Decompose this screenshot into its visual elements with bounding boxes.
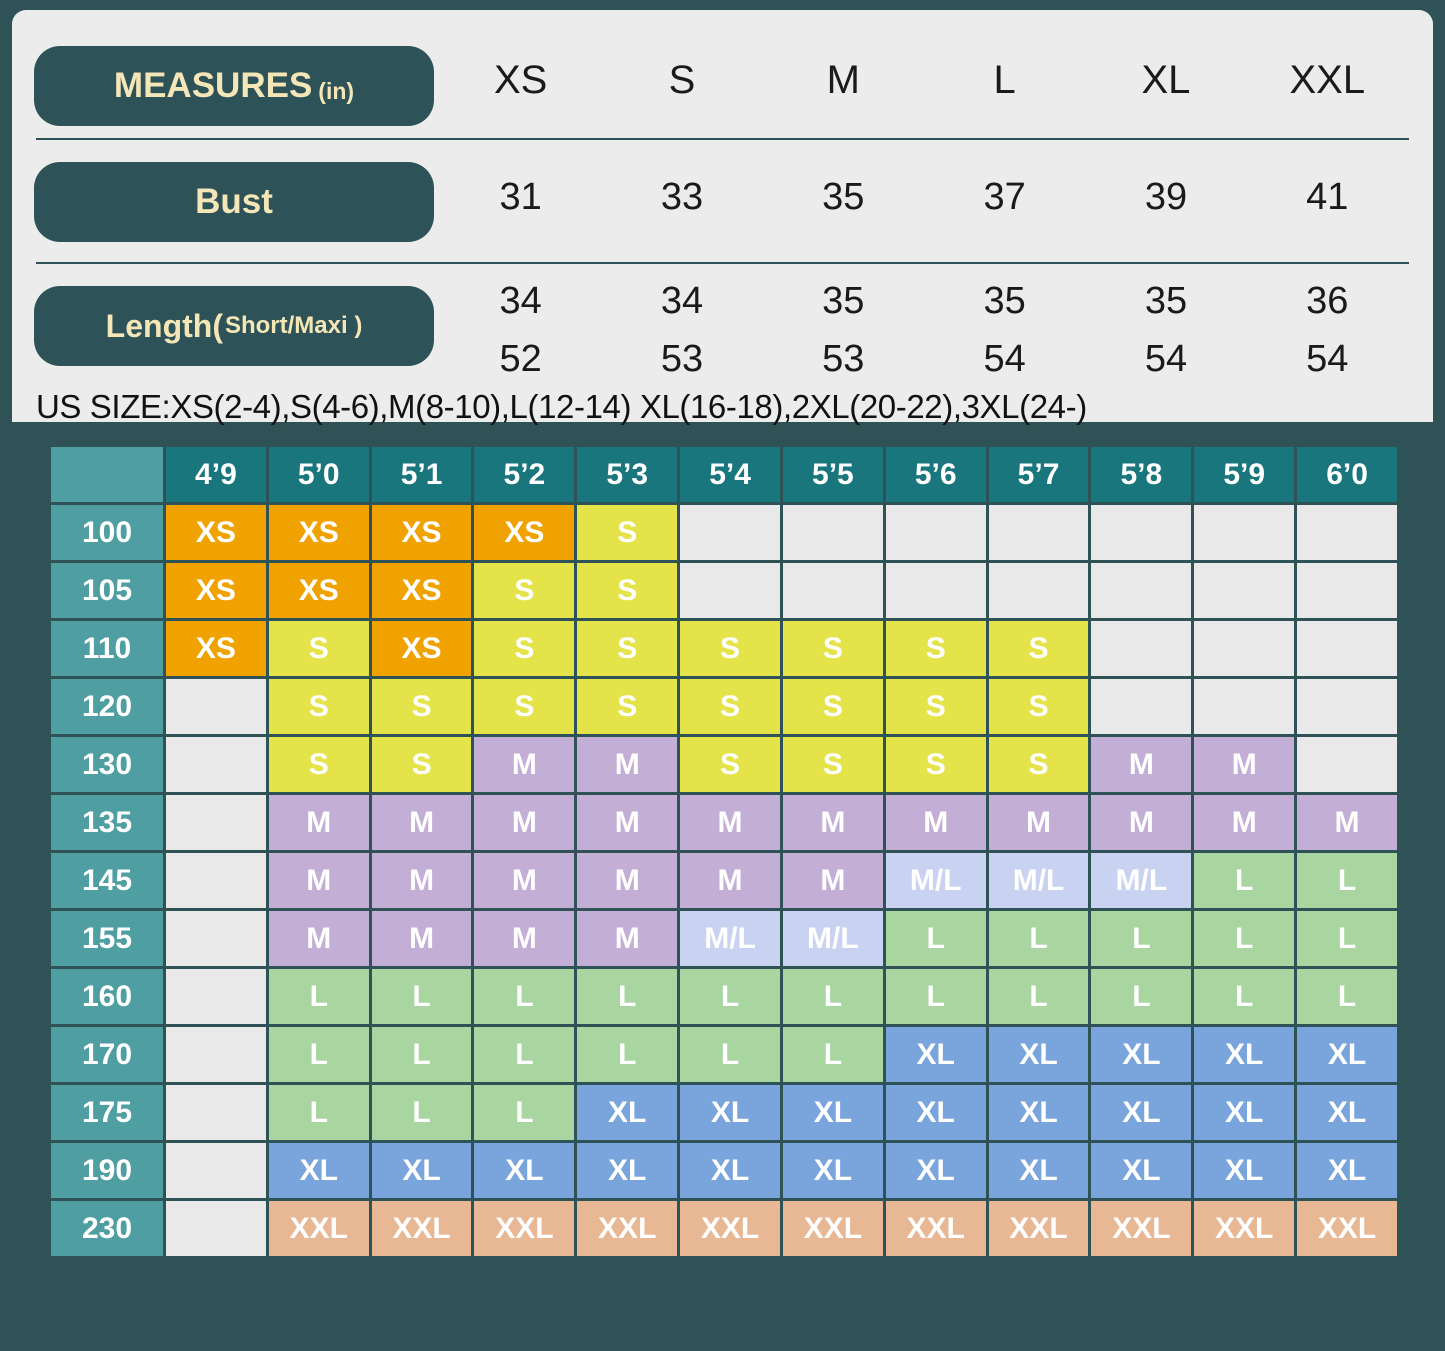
bust-value-xs: 31 — [499, 176, 542, 218]
grid-cell-130-6’0 — [1297, 737, 1397, 792]
length-maxi-xxl: 54 — [1306, 338, 1349, 380]
grid-cell-230-5’8: XXL — [1091, 1201, 1191, 1256]
grid-cell-175-5’3: XL — [577, 1085, 677, 1140]
grid-cell-105-5’9 — [1194, 563, 1294, 618]
length-maxi-xl: 54 — [1144, 338, 1188, 380]
length-values-s — [601, 272, 762, 388]
grid-cell-175-5’1: L — [372, 1085, 472, 1140]
grid-row — [51, 1027, 1397, 1082]
grid-col-header-3: 5’2 — [474, 447, 574, 502]
grid-cell-100-5’6 — [886, 505, 986, 560]
length-short-xxl: 36 — [1306, 280, 1349, 322]
grid-cell-135-5’7: M — [989, 795, 1089, 850]
grid-cell-170-5’4: L — [680, 1027, 780, 1082]
grid-row-header-135: 135 — [51, 795, 163, 850]
size-col-m: M — [826, 58, 860, 102]
grid-cell-145-5’0: M — [269, 853, 369, 908]
grid-cell-120-5’3: S — [577, 679, 677, 734]
grid-cell-155-5’0: M — [269, 911, 369, 966]
grid-cell-100-5’7 — [989, 505, 1089, 560]
grid-cell-105-5’7 — [989, 563, 1089, 618]
grid-cell-160-5’1: L — [372, 969, 472, 1024]
grid-cell-100-5’1: XS — [372, 505, 472, 560]
grid-cell-230-5’6: XXL — [886, 1201, 986, 1256]
grid-cell-190-5’3: XL — [577, 1143, 677, 1198]
size-recommendation-grid — [48, 444, 1400, 1324]
length-values-row — [440, 272, 1408, 388]
grid-cell-155-5’4: M/L — [680, 911, 780, 966]
grid-cell-105-5’5 — [783, 563, 883, 618]
grid-cell-230-5’0: XXL — [269, 1201, 369, 1256]
grid-row-header-105: 105 — [51, 563, 163, 618]
grid-cell-190-5’0: XL — [269, 1143, 369, 1198]
grid-cell-130-5’7: S — [989, 737, 1089, 792]
grid-cell-145-5’4: M — [680, 853, 780, 908]
grid-cell-130-5’3: M — [577, 737, 677, 792]
grid-cell-145-5’2: M — [474, 853, 574, 908]
grid-cell-100-6’0 — [1297, 505, 1397, 560]
grid-cell-110-5’1: XS — [372, 621, 472, 676]
length-label: Length( — [105, 307, 223, 344]
grid-cell-160-5’2: L — [474, 969, 574, 1024]
grid-cell-230-5’7: XXL — [989, 1201, 1089, 1256]
grid-row — [51, 679, 1397, 734]
grid-cell-110-5’3: S — [577, 621, 677, 676]
size-grid-table — [48, 444, 1400, 1259]
grid-row — [51, 563, 1397, 618]
grid-row — [51, 1085, 1397, 1140]
grid-cell-155-5’8: L — [1091, 911, 1191, 966]
bust-value-m: 35 — [822, 176, 865, 218]
grid-cell-170-4’9 — [166, 1027, 266, 1082]
grid-cell-145-5’3: M — [577, 853, 677, 908]
grid-cell-175-5’0: L — [269, 1085, 369, 1140]
grid-cell-120-5’6: S — [886, 679, 986, 734]
grid-cell-175-6’0: XL — [1297, 1085, 1397, 1140]
grid-cell-120-5’8 — [1091, 679, 1191, 734]
grid-cell-170-6’0: XL — [1297, 1027, 1397, 1082]
length-maxi-l: 54 — [983, 338, 1026, 380]
grid-cell-145-5’9: L — [1194, 853, 1294, 908]
grid-cell-160-5’6: L — [886, 969, 986, 1024]
grid-cell-100-4’9: XS — [166, 505, 266, 560]
length-maxi-xs: 52 — [499, 338, 542, 380]
grid-cell-160-4’9 — [166, 969, 266, 1024]
grid-cell-155-5’6: L — [886, 911, 986, 966]
size-col-xxl: XXL — [1289, 58, 1366, 102]
grid-cell-160-5’5: L — [783, 969, 883, 1024]
grid-cell-175-4’9 — [166, 1085, 266, 1140]
grid-row-header-100: 100 — [51, 505, 163, 560]
grid-cell-130-5’4: S — [680, 737, 780, 792]
bust-value-l: 37 — [983, 176, 1026, 218]
grid-cell-190-4’9 — [166, 1143, 266, 1198]
grid-cell-105-5’1: XS — [372, 563, 472, 618]
grid-cell-110-5’6: S — [886, 621, 986, 676]
grid-col-header-6: 5’5 — [783, 447, 883, 502]
grid-row — [51, 969, 1397, 1024]
grid-cell-190-5’6: XL — [886, 1143, 986, 1198]
grid-header-row — [51, 447, 1397, 502]
grid-cell-175-5’4: XL — [680, 1085, 780, 1140]
grid-cell-130-5’6: S — [886, 737, 986, 792]
grid-cell-130-5’1: S — [372, 737, 472, 792]
grid-cell-110-5’5: S — [783, 621, 883, 676]
grid-cell-100-5’2: XS — [474, 505, 574, 560]
bust-values-row — [440, 176, 1408, 219]
grid-cell-105-4’9: XS — [166, 563, 266, 618]
grid-cell-145-5’6: M/L — [886, 853, 986, 908]
grid-col-header-9: 5’8 — [1091, 447, 1191, 502]
grid-cell-230-5’4: XXL — [680, 1201, 780, 1256]
grid-col-header-5: 5’4 — [680, 447, 780, 502]
grid-cell-170-5’7: XL — [989, 1027, 1089, 1082]
grid-cell-120-5’0: S — [269, 679, 369, 734]
grid-cell-105-6’0 — [1297, 563, 1397, 618]
divider-2 — [36, 262, 1409, 264]
length-short-xl: 35 — [1144, 280, 1188, 322]
grid-cell-175-5’8: XL — [1091, 1085, 1191, 1140]
grid-cell-130-5’9: M — [1194, 737, 1294, 792]
grid-cell-120-5’7: S — [989, 679, 1089, 734]
grid-cell-190-5’9: XL — [1194, 1143, 1294, 1198]
grid-cell-135-6’0: M — [1297, 795, 1397, 850]
measures-panel — [12, 10, 1433, 425]
grid-cell-175-5’6: XL — [886, 1085, 986, 1140]
grid-row — [51, 795, 1397, 850]
grid-cell-105-5’3: S — [577, 563, 677, 618]
grid-col-header-7: 5’6 — [886, 447, 986, 502]
grid-cell-145-5’1: M — [372, 853, 472, 908]
grid-cell-105-5’4 — [680, 563, 780, 618]
size-col-xl: XL — [1141, 58, 1191, 102]
grid-cell-120-5’5: S — [783, 679, 883, 734]
grid-row — [51, 621, 1397, 676]
grid-cell-170-5’2: L — [474, 1027, 574, 1082]
grid-cell-105-5’6 — [886, 563, 986, 618]
grid-cell-160-6’0: L — [1297, 969, 1397, 1024]
length-short-s: 34 — [660, 280, 704, 322]
grid-cell-105-5’2: S — [474, 563, 574, 618]
grid-cell-110-5’9 — [1194, 621, 1294, 676]
grid-cell-130-5’0: S — [269, 737, 369, 792]
grid-cell-145-5’7: M/L — [989, 853, 1089, 908]
bust-value-xl: 39 — [1144, 176, 1188, 218]
grid-cell-130-4’9 — [166, 737, 266, 792]
grid-cell-230-4’9 — [166, 1201, 266, 1256]
grid-cell-155-5’3: M — [577, 911, 677, 966]
grid-cell-190-5’1: XL — [372, 1143, 472, 1198]
grid-row-header-145: 145 — [51, 853, 163, 908]
length-maxi-s: 53 — [660, 338, 704, 380]
grid-cell-135-5’0: M — [269, 795, 369, 850]
grid-cell-105-5’8 — [1091, 563, 1191, 618]
length-maxi-m: 53 — [822, 338, 865, 380]
grid-row-header-110: 110 — [51, 621, 163, 676]
grid-cell-145-5’5: M — [783, 853, 883, 908]
grid-cell-120-5’2: S — [474, 679, 574, 734]
length-short-l: 35 — [983, 280, 1026, 322]
size-col-l: L — [993, 58, 1016, 102]
grid-cell-190-5’7: XL — [989, 1143, 1089, 1198]
grid-cell-230-5’9: XXL — [1194, 1201, 1294, 1256]
grid-cell-170-5’6: XL — [886, 1027, 986, 1082]
grid-cell-190-6’0: XL — [1297, 1143, 1397, 1198]
grid-cell-175-5’7: XL — [989, 1085, 1089, 1140]
grid-cell-170-5’0: L — [269, 1027, 369, 1082]
grid-cell-110-4’9: XS — [166, 621, 266, 676]
grid-row-header-175: 175 — [51, 1085, 163, 1140]
grid-corner-cell — [51, 447, 163, 502]
grid-row — [51, 737, 1397, 792]
grid-cell-155-5’9: L — [1194, 911, 1294, 966]
grid-row — [51, 1201, 1397, 1256]
grid-cell-135-5’4: M — [680, 795, 780, 850]
grid-cell-135-5’3: M — [577, 795, 677, 850]
grid-row-header-120: 120 — [51, 679, 163, 734]
grid-cell-160-5’0: L — [269, 969, 369, 1024]
length-values-m — [763, 272, 924, 388]
length-sub-label: Short/Maxi ) — [224, 312, 363, 339]
bust-row-pill — [34, 162, 434, 242]
grid-col-header-0: 4’9 — [166, 447, 266, 502]
length-values-xs — [440, 272, 601, 388]
grid-cell-190-5’8: XL — [1091, 1143, 1191, 1198]
grid-row-header-170: 170 — [51, 1027, 163, 1082]
grid-cell-110-6’0 — [1297, 621, 1397, 676]
grid-cell-230-5’1: XXL — [372, 1201, 472, 1256]
grid-cell-170-5’5: L — [783, 1027, 883, 1082]
grid-cell-100-5’0: XS — [269, 505, 369, 560]
grid-cell-135-5’8: M — [1091, 795, 1191, 850]
bust-label: Bust — [195, 182, 273, 221]
measures-header-unit: (in) — [318, 77, 355, 104]
grid-cell-155-4’9 — [166, 911, 266, 966]
grid-cell-100-5’4 — [680, 505, 780, 560]
grid-cell-170-5’9: XL — [1194, 1027, 1294, 1082]
grid-cell-130-5’5: S — [783, 737, 883, 792]
grid-cell-155-5’7: L — [989, 911, 1089, 966]
grid-row — [51, 1143, 1397, 1198]
grid-col-header-8: 5’7 — [989, 447, 1089, 502]
grid-row-header-230: 230 — [51, 1201, 163, 1256]
grid-cell-120-4’9 — [166, 679, 266, 734]
grid-cell-135-5’6: M — [886, 795, 986, 850]
grid-row-header-155: 155 — [51, 911, 163, 966]
length-short-m: 35 — [822, 280, 865, 322]
grid-cell-155-5’5: M/L — [783, 911, 883, 966]
grid-cell-110-5’8 — [1091, 621, 1191, 676]
grid-cell-160-5’3: L — [577, 969, 677, 1024]
grid-cell-155-5’2: M — [474, 911, 574, 966]
grid-cell-135-4’9 — [166, 795, 266, 850]
us-size-note: US SIZE:XS(2-4),S(4-6),M(8-10),L(12-14) XL(16-18),2XL(20-22),3XL(24-) — [36, 388, 1087, 425]
grid-col-header-10: 5’9 — [1194, 447, 1294, 502]
grid-cell-120-6’0 — [1297, 679, 1397, 734]
grid-cell-135-5’2: M — [474, 795, 574, 850]
grid-cell-190-5’4: XL — [680, 1143, 780, 1198]
grid-col-header-2: 5’1 — [372, 447, 472, 502]
measures-header-pill — [34, 46, 434, 126]
grid-cell-100-5’9 — [1194, 505, 1294, 560]
grid-cell-160-5’7: L — [989, 969, 1089, 1024]
grid-row-header-160: 160 — [51, 969, 163, 1024]
grid-cell-190-5’5: XL — [783, 1143, 883, 1198]
grid-cell-145-5’8: M/L — [1091, 853, 1191, 908]
grid-cell-160-5’9: L — [1194, 969, 1294, 1024]
length-values-xl — [1085, 272, 1246, 388]
size-columns-header — [440, 58, 1408, 103]
grid-cell-135-5’5: M — [783, 795, 883, 850]
grid-cell-160-5’8: L — [1091, 969, 1191, 1024]
divider-1 — [36, 138, 1409, 140]
grid-cell-100-5’8 — [1091, 505, 1191, 560]
grid-cell-135-5’9: M — [1194, 795, 1294, 850]
size-col-xs: XS — [493, 58, 548, 102]
grid-cell-230-6’0: XXL — [1297, 1201, 1397, 1256]
length-row-pill — [34, 286, 434, 366]
grid-cell-105-5’0: XS — [269, 563, 369, 618]
grid-col-header-11: 6’0 — [1297, 447, 1397, 502]
measures-header-label: MEASURES — [113, 66, 313, 105]
grid-cell-130-5’2: M — [474, 737, 574, 792]
grid-cell-110-5’2: S — [474, 621, 574, 676]
grid-col-header-4: 5’3 — [577, 447, 677, 502]
grid-cell-190-5’2: XL — [474, 1143, 574, 1198]
grid-cell-160-5’4: L — [680, 969, 780, 1024]
grid-cell-230-5’2: XXL — [474, 1201, 574, 1256]
grid-cell-170-5’3: L — [577, 1027, 677, 1082]
grid-cell-175-5’5: XL — [783, 1085, 883, 1140]
length-values-xxl — [1247, 272, 1408, 388]
grid-cell-145-4’9 — [166, 853, 266, 908]
grid-cell-135-5’1: M — [372, 795, 472, 850]
grid-cell-110-5’0: S — [269, 621, 369, 676]
grid-cell-130-5’8: M — [1091, 737, 1191, 792]
grid-row-header-190: 190 — [51, 1143, 163, 1198]
grid-cell-100-5’5 — [783, 505, 883, 560]
grid-cell-120-5’4: S — [680, 679, 780, 734]
bust-value-s: 33 — [660, 176, 704, 218]
size-col-s: S — [668, 58, 696, 102]
grid-cell-120-5’1: S — [372, 679, 472, 734]
grid-row-header-130: 130 — [51, 737, 163, 792]
grid-cell-230-5’5: XXL — [783, 1201, 883, 1256]
bust-value-xxl: 41 — [1306, 176, 1349, 218]
grid-cell-155-6’0: L — [1297, 911, 1397, 966]
grid-cell-170-5’8: XL — [1091, 1027, 1191, 1082]
grid-row — [51, 505, 1397, 560]
grid-cell-110-5’4: S — [680, 621, 780, 676]
length-short-xs: 34 — [499, 280, 542, 322]
grid-cell-170-5’1: L — [372, 1027, 472, 1082]
grid-cell-155-5’1: M — [372, 911, 472, 966]
grid-body — [51, 505, 1397, 1256]
grid-cell-120-5’9 — [1194, 679, 1294, 734]
grid-col-header-1: 5’0 — [269, 447, 369, 502]
grid-cell-100-5’3: S — [577, 505, 677, 560]
grid-cell-230-5’3: XXL — [577, 1201, 677, 1256]
grid-row — [51, 853, 1397, 908]
length-values-l — [924, 272, 1085, 388]
grid-cell-175-5’9: XL — [1194, 1085, 1294, 1140]
grid-cell-175-5’2: L — [474, 1085, 574, 1140]
grid-cell-110-5’7: S — [989, 621, 1089, 676]
grid-cell-145-6’0: L — [1297, 853, 1397, 908]
grid-row — [51, 911, 1397, 966]
